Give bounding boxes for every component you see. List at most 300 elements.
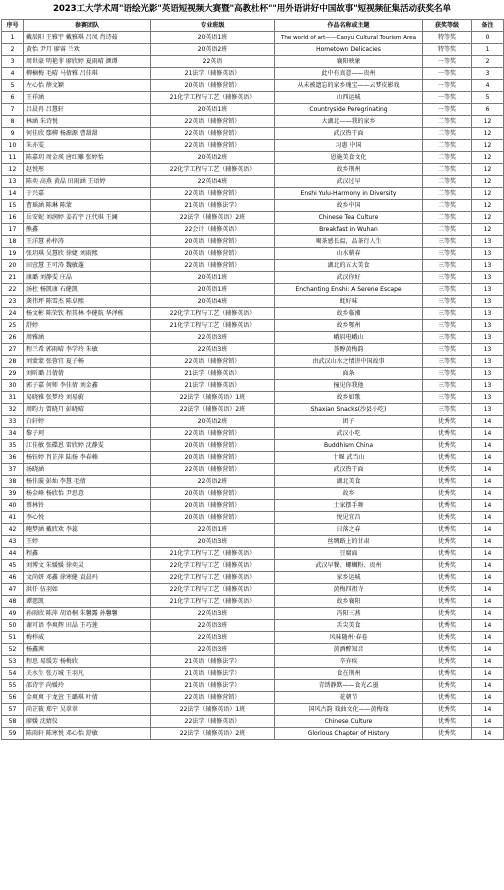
cell-index: 3 bbox=[2, 56, 24, 68]
table-row bbox=[2, 344, 504, 356]
cell-award: 三等奖 bbox=[423, 248, 472, 260]
cell-award: 二等奖 bbox=[423, 164, 472, 176]
cell-award: 三等奖 bbox=[423, 236, 472, 248]
table-row bbox=[2, 332, 504, 344]
cell-work: 舌尖美食 bbox=[275, 620, 423, 632]
cell-team: 汤杜 杨凯康 石健凯 bbox=[24, 284, 151, 296]
cell-class: 20英语（辅修营销） bbox=[151, 236, 275, 248]
cell-team: 李心悦 bbox=[24, 512, 151, 524]
cell-class: 20英语（辅修营销） bbox=[151, 248, 275, 260]
table-row bbox=[2, 104, 504, 116]
cell-team: 程思 易缓芳 杨梅欣 bbox=[24, 656, 151, 668]
cell-note: 13 bbox=[472, 380, 504, 392]
header-work: 作品名称或主题 bbox=[275, 20, 423, 32]
cell-team: 熊鑫 bbox=[24, 224, 151, 236]
table-row bbox=[2, 704, 504, 716]
cell-work: 黄梅四祖寺 bbox=[275, 584, 423, 596]
cell-work: 冯阳三燕 bbox=[275, 608, 423, 620]
cell-class: 20英语1班 bbox=[151, 272, 275, 284]
cell-work: 蚝好味 bbox=[275, 296, 423, 308]
table-row bbox=[2, 260, 504, 272]
cell-index: 10 bbox=[2, 140, 24, 152]
cell-work: 辛弃疾 bbox=[275, 656, 423, 668]
cell-note: 14 bbox=[472, 416, 504, 428]
cell-index: 34 bbox=[2, 428, 24, 440]
cell-work: 国风古韵 戏曲文化——黄梅戏 bbox=[275, 704, 423, 716]
cell-work: Enshi Yulu-Harmony in Diversity bbox=[275, 188, 423, 200]
cell-index: 57 bbox=[2, 704, 24, 716]
cell-award: 二等奖 bbox=[423, 200, 472, 212]
cell-work: Chinese Culture bbox=[275, 716, 423, 728]
cell-class: 20英语2班 bbox=[151, 44, 275, 56]
cell-index: 4 bbox=[2, 68, 24, 80]
cell-note: 13 bbox=[472, 368, 504, 380]
cell-note: 5 bbox=[472, 92, 504, 104]
table-row bbox=[2, 308, 504, 320]
cell-index: 1 bbox=[2, 32, 24, 44]
cell-index: 23 bbox=[2, 296, 24, 308]
cell-note: 13 bbox=[472, 236, 504, 248]
cell-note: 14 bbox=[472, 452, 504, 464]
cell-class: 22英语3班 bbox=[151, 608, 275, 620]
cell-class: 20英语1班 bbox=[151, 284, 275, 296]
cell-class: 21英语（辅修法学） bbox=[151, 656, 275, 668]
cell-award: 优秀奖 bbox=[423, 572, 472, 584]
cell-work: 由武汉山水之情讲中国故事 bbox=[275, 356, 423, 368]
cell-award: 三等奖 bbox=[423, 308, 472, 320]
cell-class: 21法学（辅修英语） bbox=[151, 380, 275, 392]
cell-note: 12 bbox=[472, 224, 504, 236]
cell-work: 荟醇黄梅韵 bbox=[275, 344, 423, 356]
cell-work: Glorious Chapter of History bbox=[275, 728, 423, 740]
cell-team: 杨佳璇 彭灿 李慧 毛倩 bbox=[24, 476, 151, 488]
table-row bbox=[2, 620, 504, 632]
cell-award: 优秀奖 bbox=[423, 704, 472, 716]
cell-work: 山水蕲春 bbox=[275, 248, 423, 260]
cell-index: 31 bbox=[2, 392, 24, 404]
cell-index: 39 bbox=[2, 488, 24, 500]
cell-work: Chinese Tea Culture bbox=[275, 212, 423, 224]
cell-award: 三等奖 bbox=[423, 356, 472, 368]
cell-team: 关水生 张万城 王羽凡 bbox=[24, 668, 151, 680]
cell-index: 20 bbox=[2, 260, 24, 272]
cell-class: 20英语4班 bbox=[151, 296, 275, 308]
cell-index: 15 bbox=[2, 200, 24, 212]
cell-class: 21法学（辅修英语） bbox=[151, 368, 275, 380]
cell-award: 优秀奖 bbox=[423, 536, 472, 548]
header-index: 序号 bbox=[2, 20, 24, 32]
cell-work: 习惠 中国 bbox=[275, 140, 423, 152]
table-row bbox=[2, 656, 504, 668]
cell-work: 故乡如歌 bbox=[275, 392, 423, 404]
cell-work: 食在荆州 bbox=[275, 668, 423, 680]
cell-work: 喝茶感长温，品茶行人生 bbox=[275, 236, 423, 248]
table-row bbox=[2, 512, 504, 524]
cell-index: 25 bbox=[2, 320, 24, 332]
cell-class: 22英语（辅修营销） bbox=[151, 464, 275, 476]
cell-class: 22英语1班 bbox=[151, 524, 275, 536]
cell-class: 20英语（辅修营销） bbox=[151, 440, 275, 452]
cell-class: 21化学工程与工艺（辅修英语） bbox=[151, 92, 275, 104]
cell-index: 48 bbox=[2, 596, 24, 608]
cell-work: 武汉过早 bbox=[275, 176, 423, 188]
table-row bbox=[2, 140, 504, 152]
table-row bbox=[2, 572, 504, 584]
table-row bbox=[2, 416, 504, 428]
cell-index: 14 bbox=[2, 188, 24, 200]
cell-team: 文尚妍 邓鑫 徐寒健 袁晨玛 bbox=[24, 572, 151, 584]
cell-award: 二等奖 bbox=[423, 116, 472, 128]
cell-team: 鲍梦涵 戴欣欢 李蕊 bbox=[24, 524, 151, 536]
cell-team: 舒婷 bbox=[24, 320, 151, 332]
cell-work: 大湖北——我的家乡 bbox=[275, 116, 423, 128]
cell-team: 康璐 刘静雯 庄晶 bbox=[24, 272, 151, 284]
cell-note: 12 bbox=[472, 200, 504, 212]
cell-class: 20英语（辅修营销） bbox=[151, 452, 275, 464]
cell-note: 14 bbox=[472, 608, 504, 620]
cell-work: Breakfast in Wuhan bbox=[275, 224, 423, 236]
cell-team: 周世豪 明艳菲 廖欣婷 夏雨晴 颜谭 bbox=[24, 56, 151, 68]
cell-team: 岳安妮 刘润婷 姜若宇 汪代琪 王澜 bbox=[24, 212, 151, 224]
table-row bbox=[2, 524, 504, 536]
table-row bbox=[2, 44, 504, 56]
cell-work: 武汉你好 bbox=[275, 272, 423, 284]
cell-award: 优秀奖 bbox=[423, 548, 472, 560]
cell-class: 22英语（辅修营销） bbox=[151, 116, 275, 128]
cell-index: 26 bbox=[2, 332, 24, 344]
cell-team: 张玥琪 吴慧欣 徐婕 刘雨熙 bbox=[24, 248, 151, 260]
cell-index: 42 bbox=[2, 524, 24, 536]
cell-note: 14 bbox=[472, 668, 504, 680]
cell-class: 22英语3班 bbox=[151, 332, 275, 344]
cell-award: 优秀奖 bbox=[423, 716, 472, 728]
cell-index: 44 bbox=[2, 548, 24, 560]
cell-index: 38 bbox=[2, 476, 24, 488]
table-row bbox=[2, 224, 504, 236]
cell-class: 22化学工程与工艺（辅修英语） bbox=[151, 560, 275, 572]
cell-team: 周昀力 曾晓月 彭晓晴 bbox=[24, 404, 151, 416]
cell-note: 12 bbox=[472, 116, 504, 128]
cell-team: 江佳敏 张碟恩 雷欣婷 沈静雯 bbox=[24, 440, 151, 452]
cell-note: 12 bbox=[472, 140, 504, 152]
cell-team: 黄怡 尹月 廖睿 兰欢 bbox=[24, 44, 151, 56]
cell-work: Shaxian Snacks(沙县小吃) bbox=[275, 404, 423, 416]
table-row bbox=[2, 356, 504, 368]
cell-index: 2 bbox=[2, 44, 24, 56]
cell-work: 从未被遗忘的家乡瑰宝——云梦皮影戏 bbox=[275, 80, 423, 92]
cell-work: Enchanting Enshi: A Serene Escape bbox=[275, 284, 423, 296]
cell-class: 22英语（辅修营销） bbox=[151, 188, 275, 200]
cell-award: 优秀奖 bbox=[423, 512, 472, 524]
cell-award: 三等奖 bbox=[423, 344, 472, 356]
cell-class: 22英语 bbox=[151, 56, 275, 68]
cell-team: 王婷 bbox=[24, 536, 151, 548]
cell-work: 面条 bbox=[275, 368, 423, 380]
cell-index: 49 bbox=[2, 608, 24, 620]
cell-note: 2 bbox=[472, 56, 504, 68]
cell-award: 二等奖 bbox=[423, 140, 472, 152]
table-row bbox=[2, 632, 504, 644]
cell-index: 50 bbox=[2, 620, 24, 632]
header-team: 参赛团队 bbox=[24, 20, 151, 32]
cell-note: 13 bbox=[472, 392, 504, 404]
cell-team: 戴辰阳 王雅宇 戴雅琪 吕凤 肖诗茹 bbox=[24, 32, 151, 44]
cell-work: 峨眉电峨山 bbox=[275, 332, 423, 344]
cell-index: 53 bbox=[2, 656, 24, 668]
cell-class: 21化学工程与工艺（辅修英语） bbox=[151, 320, 275, 332]
award-table bbox=[1, 19, 504, 740]
cell-note: 12 bbox=[472, 188, 504, 200]
cell-team: 洪仟 伍羽如 bbox=[24, 584, 151, 596]
cell-note: 14 bbox=[472, 512, 504, 524]
cell-award: 一等奖 bbox=[423, 80, 472, 92]
cell-award: 优秀奖 bbox=[423, 608, 472, 620]
cell-index: 54 bbox=[2, 668, 24, 680]
cell-class: 22法学（辅修英语）1班 bbox=[151, 392, 275, 404]
cell-note: 14 bbox=[472, 728, 504, 740]
cell-award: 二等奖 bbox=[423, 188, 472, 200]
cell-note: 14 bbox=[472, 692, 504, 704]
cell-team: 林涵 朱诗悦 bbox=[24, 116, 151, 128]
cell-award: 二等奖 bbox=[423, 128, 472, 140]
table-row bbox=[2, 536, 504, 548]
cell-note: 14 bbox=[472, 488, 504, 500]
document-title: 2023工大学术周"语绘光影"英语短视频大赛暨"高教杜杯""用外语讲好中国故事"短视频征集活动获奖名单 bbox=[52, 4, 452, 14]
cell-index: 35 bbox=[2, 440, 24, 452]
cell-index: 6 bbox=[2, 92, 24, 104]
cell-work: 丝绸路上的甘肃 bbox=[275, 536, 423, 548]
cell-work: 襄阳映象 bbox=[275, 56, 423, 68]
cell-note: 12 bbox=[472, 152, 504, 164]
cell-award: 三等奖 bbox=[423, 296, 472, 308]
cell-award: 优秀奖 bbox=[423, 728, 472, 740]
cell-note: 3 bbox=[472, 68, 504, 80]
table-row bbox=[2, 188, 504, 200]
cell-index: 21 bbox=[2, 272, 24, 284]
cell-class: 21英语（辅修法学） bbox=[151, 680, 275, 692]
cell-class: 21英语（辅修法学） bbox=[151, 668, 275, 680]
cell-team: 杨金峰 杨欣怡 尹思意 bbox=[24, 488, 151, 500]
cell-index: 17 bbox=[2, 224, 24, 236]
cell-work: Countryside Peregrinating bbox=[275, 104, 423, 116]
cell-award: 二等奖 bbox=[423, 224, 472, 236]
cell-award: 优秀奖 bbox=[423, 500, 472, 512]
cell-note: 12 bbox=[472, 164, 504, 176]
cell-work: The world of art——Caoyu Cultural Tourism Area bbox=[275, 32, 423, 44]
cell-work: Hometown Delicacies bbox=[275, 44, 423, 56]
cell-work: 武汉早餐、螺蛳粉、贵州 bbox=[275, 560, 423, 572]
cell-award: 特等奖 bbox=[423, 32, 472, 44]
cell-note: 13 bbox=[472, 320, 504, 332]
cell-class: 22英语3班 bbox=[151, 644, 275, 656]
table-row bbox=[2, 128, 504, 140]
cell-note: 14 bbox=[472, 428, 504, 440]
cell-index: 41 bbox=[2, 512, 24, 524]
table-row bbox=[2, 272, 504, 284]
cell-index: 45 bbox=[2, 560, 24, 572]
cell-work: 故乡中国 bbox=[275, 200, 423, 212]
cell-team: 蔡林铃 bbox=[24, 500, 151, 512]
cell-index: 29 bbox=[2, 368, 24, 380]
cell-note: 13 bbox=[472, 272, 504, 284]
cell-team: 孙雨欣 陈萍 胡语桐 朱馨露 孙馨馨 bbox=[24, 608, 151, 620]
cell-team: 刘蒙蒙 张蓉宜 夏子畅 bbox=[24, 356, 151, 368]
cell-index: 22 bbox=[2, 284, 24, 296]
cell-work: 武汉热干面 bbox=[275, 464, 423, 476]
cell-work: 团子 bbox=[275, 416, 423, 428]
cell-award: 二等奖 bbox=[423, 152, 472, 164]
table-row bbox=[2, 476, 504, 488]
cell-index: 59 bbox=[2, 728, 24, 740]
cell-index: 43 bbox=[2, 536, 24, 548]
cell-note: 14 bbox=[472, 632, 504, 644]
cell-award: 优秀奖 bbox=[423, 680, 472, 692]
cell-class: 22英语4班 bbox=[151, 176, 275, 188]
cell-award: 三等奖 bbox=[423, 284, 472, 296]
cell-class: 20英语2班 bbox=[151, 152, 275, 164]
cell-index: 30 bbox=[2, 380, 24, 392]
cell-work: 武汉热干面 bbox=[275, 128, 423, 140]
cell-note: 1 bbox=[472, 44, 504, 56]
table-row bbox=[2, 284, 504, 296]
cell-work: 撞见你我他 bbox=[275, 380, 423, 392]
cell-class: 22法学（辅修英语）2班 bbox=[151, 728, 275, 740]
cell-index: 5 bbox=[2, 80, 24, 92]
cell-work: 豆腐面 bbox=[275, 548, 423, 560]
cell-index: 24 bbox=[2, 308, 24, 320]
cell-index: 33 bbox=[2, 416, 24, 428]
cell-note: 6 bbox=[472, 104, 504, 116]
cell-team: 吕晨冉 吕慧轩 bbox=[24, 104, 151, 116]
cell-class: 22法学（辅修英语） bbox=[151, 716, 275, 728]
cell-work: 日落之春 bbox=[275, 524, 423, 536]
cell-note: 13 bbox=[472, 260, 504, 272]
cell-team: 于兴嘉 bbox=[24, 188, 151, 200]
table-row bbox=[2, 716, 504, 728]
cell-index: 55 bbox=[2, 680, 24, 692]
table-row bbox=[2, 176, 504, 188]
table-row bbox=[2, 680, 504, 692]
cell-class: 20英语（辅修营销） bbox=[151, 500, 275, 512]
cell-team: 杨钰婷 肖芷萍 陆扬 李春赖 bbox=[24, 452, 151, 464]
cell-work: 黄酒醉知音 bbox=[275, 644, 423, 656]
cell-award: 特等奖 bbox=[423, 44, 472, 56]
cell-award: 优秀奖 bbox=[423, 632, 472, 644]
cell-class: 22化学工程与工艺（辅修英语） bbox=[151, 572, 275, 584]
table-row bbox=[2, 68, 504, 80]
cell-note: 14 bbox=[472, 476, 504, 488]
cell-note: 4 bbox=[472, 80, 504, 92]
cell-note: 14 bbox=[472, 500, 504, 512]
cell-note: 13 bbox=[472, 332, 504, 344]
cell-note: 13 bbox=[472, 356, 504, 368]
cell-work: 故乡荆州 bbox=[275, 164, 423, 176]
table-row bbox=[2, 296, 504, 308]
cell-team: 曹瑶涵 陈琳 陈蒙 bbox=[24, 200, 151, 212]
cell-team: 程鑫 bbox=[24, 548, 151, 560]
cell-team: 白轩婷 bbox=[24, 416, 151, 428]
cell-index: 37 bbox=[2, 464, 24, 476]
cell-work: 故乡襄阳 bbox=[275, 596, 423, 608]
cell-work: 故乡临湘 bbox=[275, 308, 423, 320]
cell-team: 朱亦雯 bbox=[24, 140, 151, 152]
cell-award: 三等奖 bbox=[423, 260, 472, 272]
table-row bbox=[2, 452, 504, 464]
cell-team: 何佳欣 鄢柳 杨源源 曹甜甜 bbox=[24, 128, 151, 140]
cell-team: 汤晓涵 bbox=[24, 464, 151, 476]
table-row bbox=[2, 380, 504, 392]
cell-note: 13 bbox=[472, 248, 504, 260]
cell-award: 二等奖 bbox=[423, 176, 472, 188]
cell-work: 武汉小吃 bbox=[275, 428, 423, 440]
table-row bbox=[2, 32, 504, 44]
cell-index: 7 bbox=[2, 104, 24, 116]
table-row bbox=[2, 92, 504, 104]
cell-note: 12 bbox=[472, 128, 504, 140]
cell-team: 陈雨轩 陈寒悦 邓心怡 舒敏 bbox=[24, 728, 151, 740]
table-row bbox=[2, 368, 504, 380]
cell-index: 12 bbox=[2, 164, 24, 176]
cell-class: 22法学（辅修英语）1班 bbox=[151, 704, 275, 716]
cell-index: 32 bbox=[2, 404, 24, 416]
cell-index: 9 bbox=[2, 128, 24, 140]
cell-team: 谭慈凯 bbox=[24, 596, 151, 608]
cell-class: 22英语（辅修营销） bbox=[151, 140, 275, 152]
header-row bbox=[2, 20, 504, 32]
cell-award: 三等奖 bbox=[423, 404, 472, 416]
table-row bbox=[2, 236, 504, 248]
cell-award: 一等奖 bbox=[423, 104, 472, 116]
cell-award: 二等奖 bbox=[423, 212, 472, 224]
cell-note: 14 bbox=[472, 440, 504, 452]
table-row bbox=[2, 248, 504, 260]
table-row bbox=[2, 116, 504, 128]
cell-award: 三等奖 bbox=[423, 272, 472, 284]
cell-index: 11 bbox=[2, 152, 24, 164]
cell-note: 14 bbox=[472, 644, 504, 656]
cell-award: 优秀奖 bbox=[423, 620, 472, 632]
cell-team: 谢可语 李爽辉 田晶 王巧莲 bbox=[24, 620, 151, 632]
cell-team: 杨鑫茜 bbox=[24, 644, 151, 656]
cell-class: 22英语（辅修营销） bbox=[151, 260, 275, 272]
cell-award: 优秀奖 bbox=[423, 644, 472, 656]
cell-award: 优秀奖 bbox=[423, 476, 472, 488]
cell-award: 一等奖 bbox=[423, 68, 472, 80]
cell-award: 一等奖 bbox=[423, 92, 472, 104]
cell-index: 28 bbox=[2, 356, 24, 368]
cell-index: 58 bbox=[2, 716, 24, 728]
cell-award: 优秀奖 bbox=[423, 488, 472, 500]
cell-note: 13 bbox=[472, 344, 504, 356]
cell-index: 16 bbox=[2, 212, 24, 224]
cell-team: 程兰希 郭雨晴 李学玲 朱敏 bbox=[24, 344, 151, 356]
cell-team: 赵悦彤 bbox=[24, 164, 151, 176]
cell-work: 青绣静默——食光乙墨 bbox=[275, 680, 423, 692]
cell-class: 20英语3班 bbox=[151, 536, 275, 548]
cell-work: 山西运城 bbox=[275, 92, 423, 104]
cell-class: 22法学（辅修英语）2班 bbox=[151, 404, 275, 416]
cell-award: 优秀奖 bbox=[423, 452, 472, 464]
cell-class: 22英语3班 bbox=[151, 632, 275, 644]
cell-team: 柳楠梅 毛晴 马倩雅 吕佳琪 bbox=[24, 68, 151, 80]
cell-award: 三等奖 bbox=[423, 380, 472, 392]
cell-note: 14 bbox=[472, 704, 504, 716]
cell-team: 王祥涵 bbox=[24, 92, 151, 104]
cell-class: 20英语1班 bbox=[151, 104, 275, 116]
header-note: 备注 bbox=[472, 20, 504, 32]
cell-award: 三等奖 bbox=[423, 320, 472, 332]
table-row bbox=[2, 404, 504, 416]
